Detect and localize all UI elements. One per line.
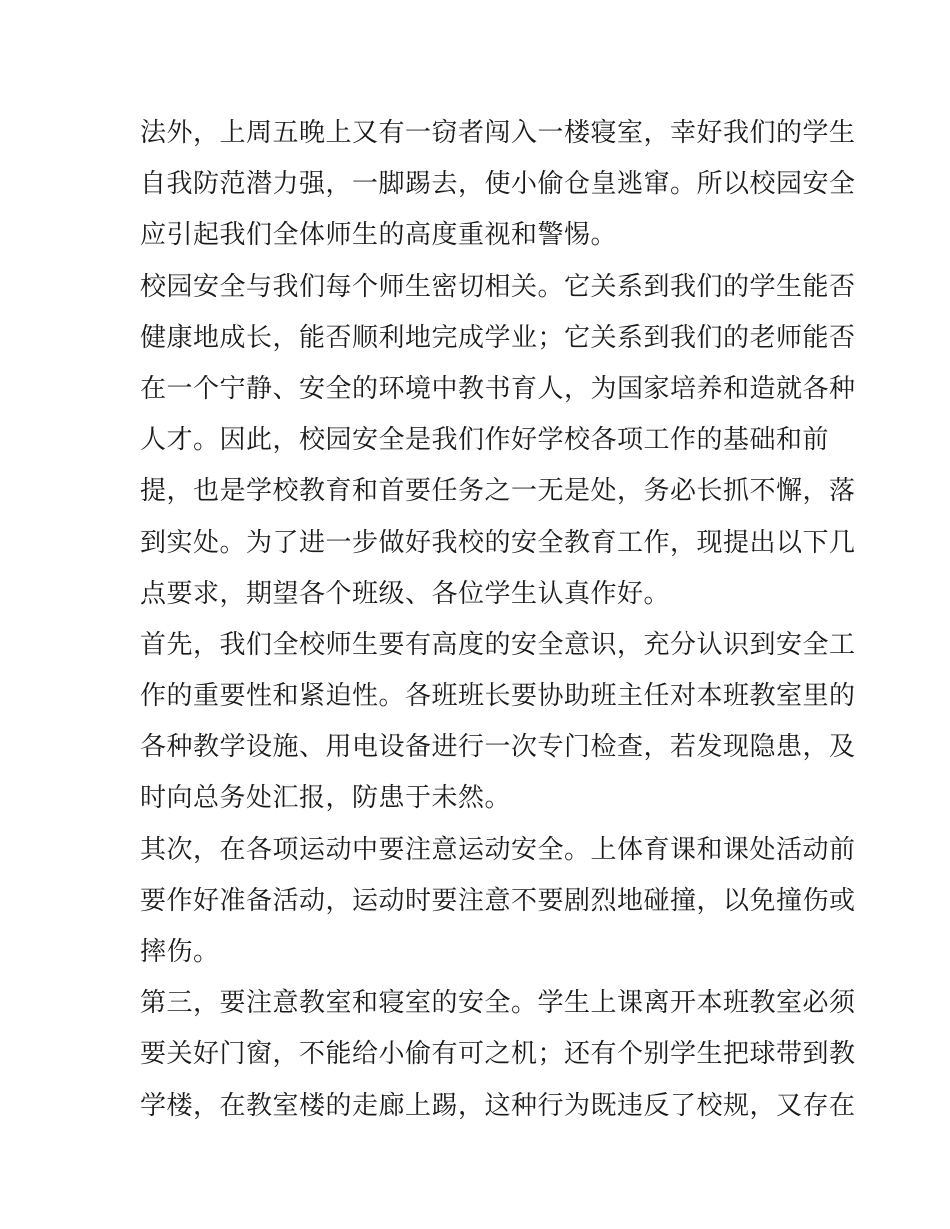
body-text <box>140 108 856 1132</box>
text-line: 提，也是学校教育和首要任务之一无是处，务必长抓不懈，落 <box>140 476 856 507</box>
text-line: 应引起我们全体师生的高度重视和警惕。 <box>140 220 618 251</box>
text-line: 健康地成长，能否顺利地完成学业；它关系到我们的老师能否 <box>140 322 856 353</box>
text-line: 作的重要性和紧迫性。各班班长要协助班主任对本班教室里的 <box>140 681 856 712</box>
text-line: 在一个宁静、安全的环境中教书育人，为国家培养和造就各种 <box>140 373 856 404</box>
text-line: 首先，我们全校师生要有高度的安全意识，充分认识到安全工 <box>140 629 856 660</box>
text-line: 时向总务处汇报，防患于未然。 <box>140 783 512 814</box>
text-line: 摔伤。 <box>140 937 220 967</box>
text-line: 各种教学设施、用电设备进行一次专门检查，若发现隐患，及 <box>140 732 856 763</box>
text-line: 法外，上周五晚上又有一窃者闯入一楼寝室，幸好我们的学生 <box>140 118 856 148</box>
text-line: 点要求，期望各个班级、各位学生认真作好。 <box>140 578 671 609</box>
text-line: 其次，在各项运动中要注意运动安全。上体育课和课处活动前 <box>140 834 856 865</box>
text-line: 自我防范潜力强，一脚踢去，使小偷仓皇逃窜。所以校园安全 <box>140 169 856 200</box>
text-line: 第三，要注意教室和寝室的安全。学生上课离开本班教室必须 <box>140 988 856 1019</box>
text-line: 人才。因此，校园安全是我们作好学校各项工作的基础和前 <box>140 425 830 456</box>
text-line: 要关好门窗，不能给小偷有可之机；还有个别学生把球带到教 <box>140 1039 856 1070</box>
text-line: 学楼，在教室楼的走廊上踢，这种行为既违反了校规，又存在 <box>140 1090 856 1121</box>
text-line: 到实处。为了进一步做好我校的安全教育工作，现提出以下几 <box>140 527 856 558</box>
text-line: 校园安全与我们每个师生密切相关。它关系到我们的学生能否 <box>140 271 856 302</box>
text-line: 要作好准备活动，运动时要注意不要剧烈地碰撞，以免撞伤或 <box>140 885 856 916</box>
